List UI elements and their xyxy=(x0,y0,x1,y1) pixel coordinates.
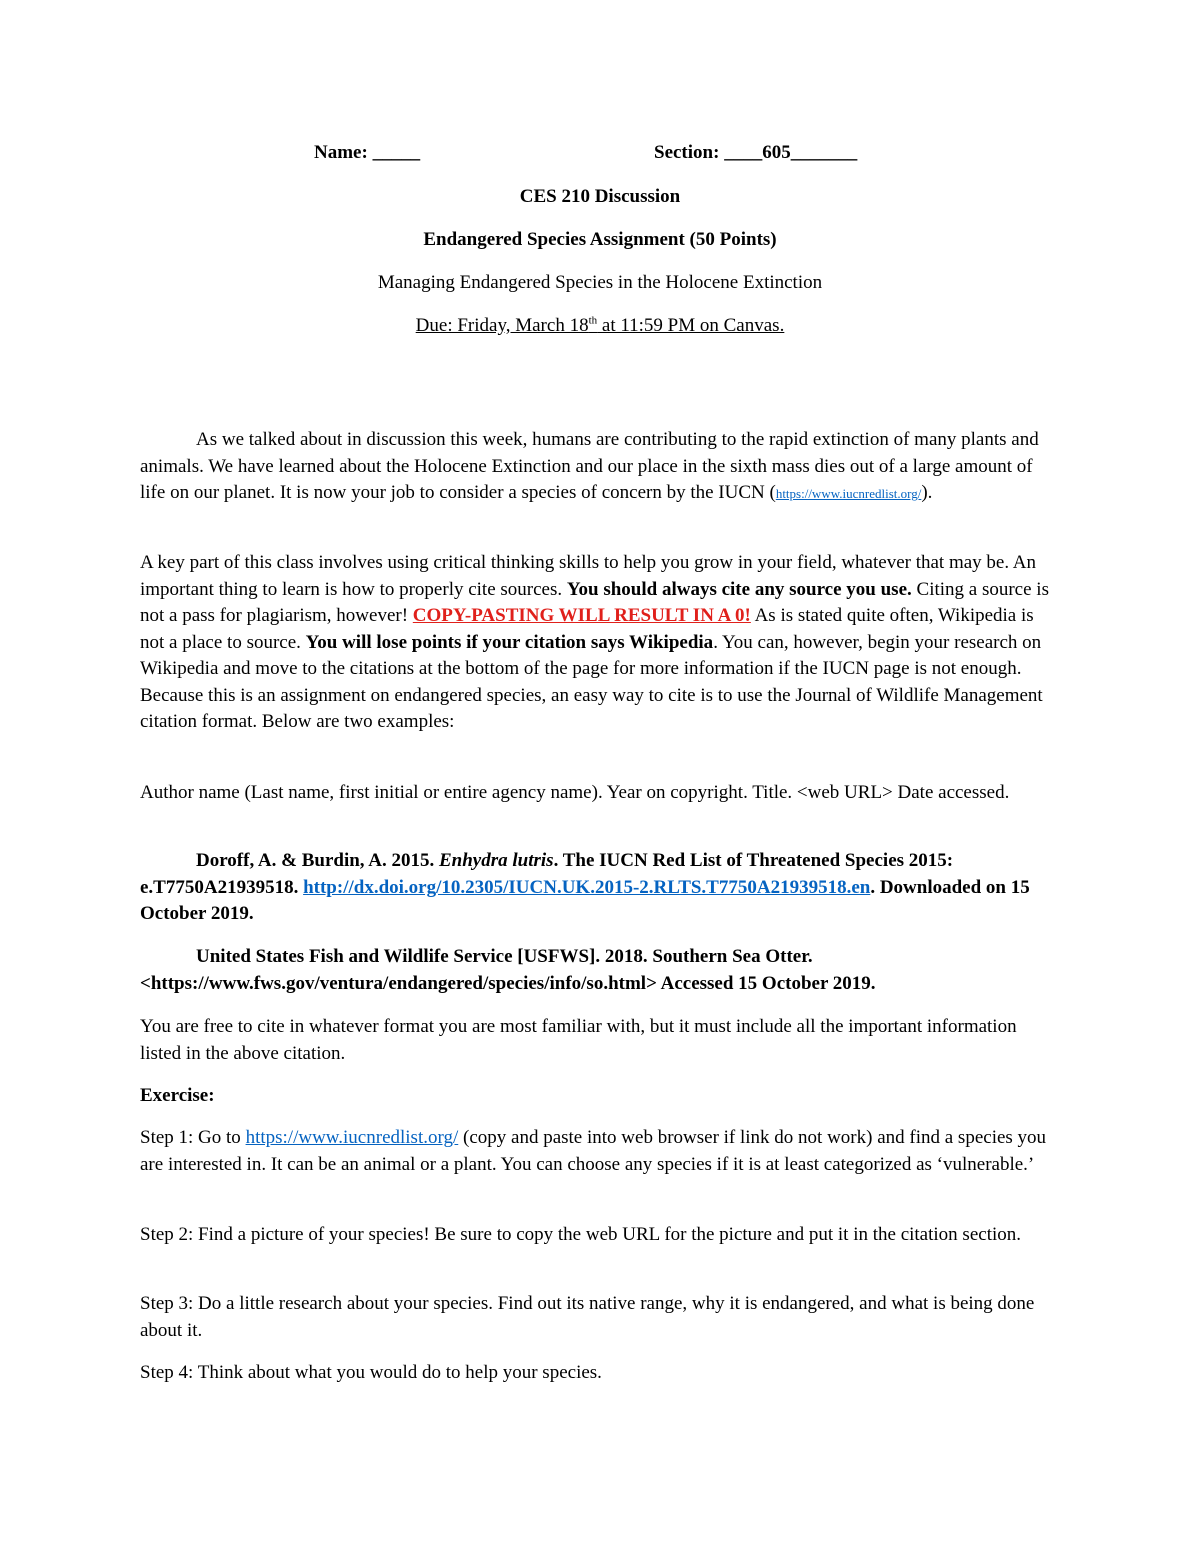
iucn-link[interactable]: https://www.iucnredlist.org/ xyxy=(775,486,922,501)
free-format-paragraph: You are free to cite in whatever format you are most familiar with, but it must include all the important information listed in the above citation. xyxy=(140,1016,1017,1064)
citation-format: Author name (Last name, first initial or entire agency name). Year on copyright. Title. <web URL> Date accessed. xyxy=(140,782,1010,803)
step-3: Step 3: Do a little research about your species. Find out its native range, why it is endangered, and what is being done about it. xyxy=(140,1293,1035,1341)
assignment-title: Endangered Species Assignment (50 Points) xyxy=(423,229,777,250)
intro-text: As we talked about in discussion this week, humans are contributing to the rapid extinction of many plants and animals. We have learned about the Holocene Extinction and our place in the sixth mass dies out of a large amount of life on our planet. It is now your job to consider a species of concern by the IUCN ( xyxy=(140,429,1039,503)
cite-source-emphasis: You should always cite any source you use. xyxy=(566,578,912,600)
step-4: Step 4: Think about what you would do to help your species. xyxy=(140,1362,602,1383)
wikipedia-warning: You will lose points if your citation says Wikipedia xyxy=(305,631,714,653)
name-field xyxy=(314,142,420,164)
name-blank: _____ xyxy=(372,142,421,163)
doi-link[interactable]: http://dx.doi.org/10.2305/IUCN.UK.2015-2.RLTS.T7750A21939518.en xyxy=(303,876,871,898)
step-1 xyxy=(140,1125,1060,1178)
due-date-rest: at 11:59 PM on Canvas. xyxy=(597,315,785,336)
example1-part3: . Downloaded on 15 October 2019. xyxy=(140,876,1030,924)
due-date xyxy=(0,314,1200,338)
step1-text-b: (copy and paste into web browser if link do not work) and find a species you are interested in. It can be an animal or a plant. You can choose any species if it is at least categorized as ‘vulnerable.’ xyxy=(140,1127,1047,1175)
step1-iucn-link[interactable]: https://www.iucnredlist.org/ xyxy=(245,1127,459,1148)
name-label: Name: xyxy=(314,142,368,163)
section-field xyxy=(654,142,857,164)
step-2: Step 2: Find a picture of your species! Be sure to copy the web URL for the picture and put it in the citation section. xyxy=(140,1224,1021,1245)
citation-intro-part3: As is stated quite often, Wikipedia is not a place to source. xyxy=(140,605,1034,653)
due-date-suffix: th xyxy=(588,314,598,327)
citation-intro-part4: . You can, however, begin your research on Wikipedia and move to the citations at the bottom of the page for more information if the IUCN page is not enough. Because this is an assignment on endangered species, an easy way to cite is to use the Journal of Wildlife Management citation format. Below are two examples: xyxy=(140,631,1043,732)
assignment-subtitle: Managing Endangered Species in the Holocene Extinction xyxy=(377,272,823,293)
course-title: CES 210 Discussion xyxy=(519,186,681,207)
step1-text-a: Step 1: Go to xyxy=(140,1127,246,1148)
copy-paste-warning: COPY-PASTING WILL RESULT IN A 0! xyxy=(412,605,751,626)
exercise-heading: Exercise: xyxy=(140,1085,215,1106)
due-date-main: Due: Friday, March 18 xyxy=(415,315,589,336)
intro-paragraph xyxy=(140,427,1060,508)
example1-part1: Doroff, A. & Burdin, A. 2015. xyxy=(196,850,439,871)
citation-example-2: United States Fish and Wildlife Service [USFWS]. 2018. Southern Sea Otter. <https://www.fws.gov/ventura/endangered/species/info/so.html> Accessed 15 October 2019. xyxy=(140,946,876,994)
example1-species: Enhydra lutris xyxy=(438,850,554,871)
example1-part2: . The IUCN Red List of Threatened Species 2015: e.T7750A21939518. xyxy=(140,850,954,898)
citation-intro-part1: A key part of this class involves using critical thinking skills to help you grow in your field, whatever that may be. An important thing to learn is how to properly cite sources. xyxy=(140,552,1037,600)
section-value: ____605_______ xyxy=(724,142,858,163)
citation-intro-part2: Citing a source is not a pass for plagiarism, however! xyxy=(140,578,1049,626)
citation-example-1 xyxy=(140,848,1060,928)
section-label: Section: xyxy=(654,142,720,163)
intro-end: ). xyxy=(921,482,933,503)
citation-intro-paragraph xyxy=(140,550,1060,736)
